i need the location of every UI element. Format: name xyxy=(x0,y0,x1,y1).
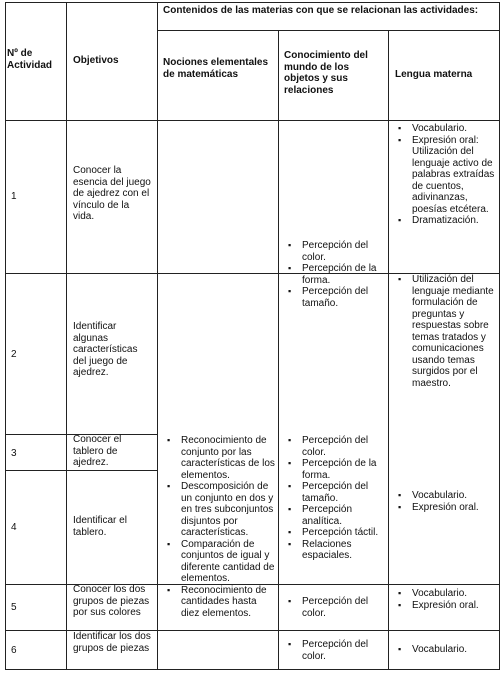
row-2-num: 2 xyxy=(11,349,17,360)
header-contenidos: Contenidos de las materias con que se relacionan las actividades: xyxy=(163,5,479,16)
row-4-objetivo: Identificar el tablero. xyxy=(73,515,127,538)
conocimiento-item: ▪ Percepción táctil. xyxy=(282,527,387,539)
conocimiento-item: ▪ Percepción del tamaño. xyxy=(282,286,387,309)
lengua-item: ▪ Expresión oral. xyxy=(392,502,498,514)
nociones-item: ▪ Reconocimiento de cantidades hasta diez elementos. xyxy=(161,585,276,620)
conocimiento-item: ▪ Percepción del tamaño. xyxy=(282,481,387,504)
lengua-list-5 xyxy=(392,588,498,611)
conocimiento-list-1-2 xyxy=(282,240,387,309)
row-1-num: 1 xyxy=(11,191,17,202)
nociones-item: ▪ Descomposición de un conjunto en dos y en tres subconjuntos disjuntos por características. xyxy=(161,481,276,539)
header-conocimiento: Conocimiento del mundo de los objetos y sus relaciones xyxy=(284,50,368,96)
row-6-objetivo: Identificar los dos grupos de piezas xyxy=(73,631,151,654)
lengua-list-6 xyxy=(392,644,498,656)
lengua-item: ▪ Vocabulario. xyxy=(392,644,498,656)
nociones-item: ▪ Comparación de conjuntos de igual y diferente cantidad de elementos. xyxy=(161,539,276,585)
lengua-item: ▪ Utilización del lenguaje mediante formulación de preguntas y respuestas sobre temas tratados y comunicaciones usando temas surgidos por el maestro. xyxy=(392,274,498,389)
lengua-item: ▪ Dramatización. xyxy=(392,215,498,227)
row-5-objetivo: Conocer los dos grupos de piezas por sus colores xyxy=(73,584,150,618)
row-5-num: 5 xyxy=(11,602,17,613)
conocimiento-item: ▪ Percepción analítica. xyxy=(282,504,387,527)
conocimiento-item: ▪ Percepción de la forma. xyxy=(282,263,387,286)
row-2-objetivo: Identificar algunas características del juego de ajedrez. xyxy=(73,321,138,378)
conocimiento-list-3-4 xyxy=(282,435,387,562)
lengua-item: ▪ Vocabulario. xyxy=(392,123,498,135)
conocimiento-list-5 xyxy=(282,596,387,619)
row-1-objetivo: Conocer la esencia del juego de ajedrez con el vínculo de la vida. xyxy=(73,165,151,222)
header-lengua-materna: Lengua materna xyxy=(395,69,473,80)
lengua-list-1 xyxy=(392,123,498,227)
lengua-list-3-4 xyxy=(392,490,498,513)
conocimiento-item: ▪ Percepción del color. xyxy=(282,639,387,662)
lengua-item: ▪ Expresión oral. xyxy=(392,600,498,612)
conocimiento-list-6 xyxy=(282,639,387,662)
conocimiento-item: ▪ Percepción del color. xyxy=(282,435,387,458)
header-num-actividad: Nº de Actividad xyxy=(7,48,53,71)
lengua-list-2 xyxy=(392,274,498,389)
nociones-item: ▪ Reconocimiento de conjunto por las características de los elementos. xyxy=(161,435,276,481)
lengua-item: ▪ Vocabulario. xyxy=(392,588,498,600)
conocimiento-item: ▪ Percepción del color. xyxy=(282,596,387,619)
lengua-item: ▪ Vocabulario. xyxy=(392,490,498,502)
conocimiento-item: ▪ Relaciones espaciales. xyxy=(282,539,387,562)
conocimiento-item: ▪ Percepción del color. xyxy=(282,240,387,263)
row-6-num: 6 xyxy=(11,645,17,656)
header-objetivos: Objetivos xyxy=(73,55,119,66)
row-4-num: 4 xyxy=(11,522,17,533)
lengua-item: ▪ Expresión oral: Utilización del lenguaje activo de palabras extraídas de cuentos, adivinanzas, poesías etcétera. xyxy=(392,135,498,216)
row-3-objetivo: Conocer el tablero de ajedrez. xyxy=(73,434,122,468)
conocimiento-item: ▪ Percepción de la forma. xyxy=(282,458,387,481)
header-nociones: Nociones elementales de matemáticas xyxy=(163,57,269,80)
nociones-list xyxy=(161,435,276,619)
row-3-num: 3 xyxy=(11,448,17,459)
activities-table xyxy=(5,2,500,670)
